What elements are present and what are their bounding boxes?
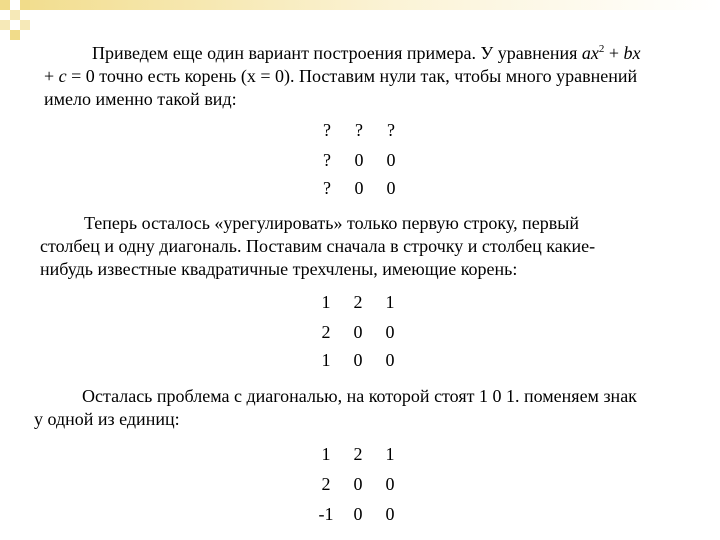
matrix-cell: 1	[385, 292, 395, 312]
matrix-row	[313, 150, 413, 174]
paragraph-1	[44, 38, 720, 111]
matrix-cell: 1	[321, 444, 331, 464]
matrix-cell: 1	[321, 350, 331, 370]
term-bx: bx	[623, 43, 641, 63]
matrix-cell: 0	[353, 474, 363, 494]
matrix-row	[312, 444, 412, 468]
matrix-cell: 0	[386, 150, 396, 170]
paragraph-2-line-1: Теперь осталось «урегулировать» только первую строку, первый	[84, 213, 579, 233]
term-c: c	[58, 66, 67, 86]
matrix-cell: ?	[355, 120, 363, 140]
matrix-cell: -1	[318, 504, 334, 524]
matrix-cell: 2	[353, 444, 363, 464]
matrix-row	[312, 474, 412, 498]
paragraph-1-line-2: + c = 0 точно есть корень (x = 0). Поставим нули так, чтобы много уравнений	[44, 66, 638, 86]
matrix-row	[313, 178, 413, 202]
matrix-row	[312, 350, 412, 374]
matrix-row	[312, 504, 412, 528]
matrix-cell: 0	[354, 178, 364, 198]
matrix-cell: 1	[385, 444, 395, 464]
paragraph-3-line-1: Осталась проблема с диагональю, на которой стоят 1 0 1. поменяем знак	[82, 386, 637, 406]
paragraph-1-line-3: имело именно такой вид:	[44, 89, 237, 109]
matrix-cell: 2	[353, 292, 363, 312]
matrix-row	[312, 322, 412, 346]
matrix-cell: 0	[385, 474, 395, 494]
corner-decoration	[0, 0, 720, 40]
matrix-row	[313, 120, 413, 144]
matrix-cell: ?	[323, 150, 331, 170]
matrix-row	[312, 292, 412, 316]
paragraph-1-line-1: Приведем еще один вариант построения примера. У уравнения $ax^2$ + bx	[92, 43, 641, 63]
matrix-cell: ?	[323, 178, 331, 198]
matrix-cell: ?	[387, 120, 395, 140]
matrix-cell: 2	[321, 474, 331, 494]
exponent-2: 2	[598, 43, 605, 55]
matrix-cell: 0	[353, 350, 363, 370]
paragraph-2-line-3: нибудь известные квадратичные трехчлены, имеющие корень:	[40, 259, 518, 279]
matrix-cell: 0	[386, 178, 396, 198]
matrix-cell: 0	[385, 322, 395, 342]
term-ax: ax	[581, 43, 599, 63]
matrix-cell: 0	[354, 150, 364, 170]
matrix-cell: 0	[385, 350, 395, 370]
paragraph-3	[34, 385, 714, 431]
matrix-cell: 0	[353, 504, 363, 524]
paragraph-2	[40, 212, 700, 281]
matrix-cell: 0	[353, 322, 363, 342]
matrix-cell: ?	[323, 120, 331, 140]
matrix-cell: 1	[321, 292, 331, 312]
paragraph-2-line-2: столбец и одну диагональ. Поставим сначала в строчку и столбец какие-	[40, 236, 596, 256]
paragraph-3-line-2: у одной из единиц:	[34, 409, 180, 429]
matrix-cell: 2	[321, 322, 331, 342]
matrix-cell: 0	[385, 504, 395, 524]
